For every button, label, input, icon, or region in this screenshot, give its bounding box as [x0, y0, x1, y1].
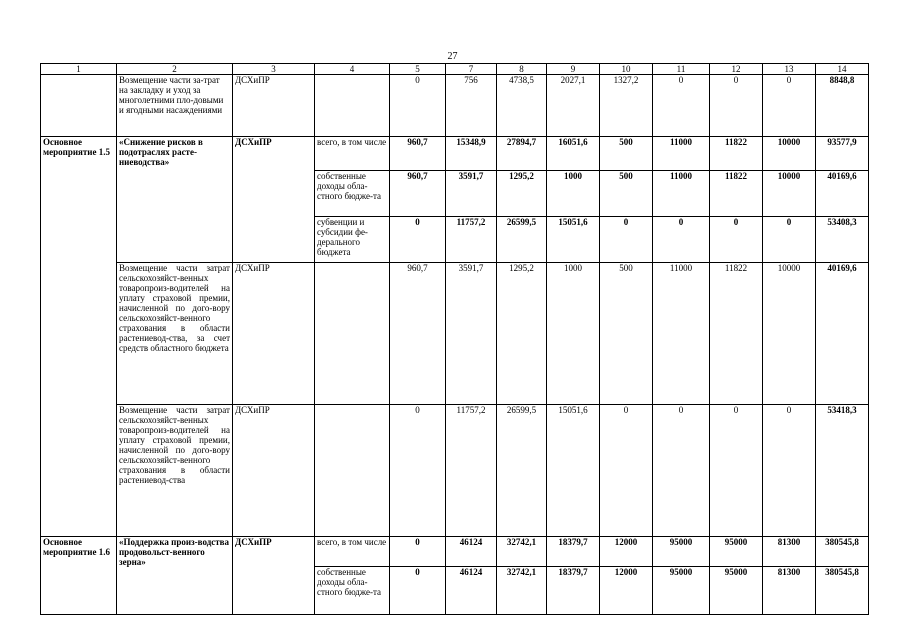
value-cell: 11757,2: [446, 405, 497, 537]
value-cell: 95000: [710, 567, 763, 615]
col-header: 5: [390, 64, 446, 75]
value-cell: 18379,7: [547, 537, 600, 567]
value-cell: 15051,6: [547, 405, 600, 537]
measure-label: Основное мероприятие 1.5: [41, 137, 117, 537]
value-cell: 3591,7: [446, 171, 497, 217]
value-cell: 500: [600, 263, 653, 405]
value-cell: 4738,5: [497, 75, 547, 137]
value-cell: 0: [653, 217, 710, 263]
value-cell: 15051,6: [547, 217, 600, 263]
table-row: [41, 405, 869, 537]
total-cell: 8848,8: [816, 75, 869, 137]
measure-label: Основное мероприятие 1.6: [41, 537, 117, 615]
measure-title: «Поддержка произ-водства продовольст-венного зерна»: [117, 537, 233, 615]
table-row: [41, 263, 869, 405]
measure-title: «Снижение рисков в подотраслях расте-ниеводства»: [117, 137, 233, 263]
value-cell: 46124: [446, 567, 497, 615]
value-cell: 12000: [600, 537, 653, 567]
value-cell: 26599,5: [497, 405, 547, 537]
label-cell: [41, 75, 117, 137]
value-cell: 3591,7: [446, 263, 497, 405]
source-cell: всего, в том числе: [315, 537, 390, 567]
value-cell: 500: [600, 171, 653, 217]
value-cell: 0: [653, 75, 710, 137]
executor-cell: ДСХиПР: [233, 405, 315, 537]
value-cell: 32742,1: [497, 537, 547, 567]
value-cell: 0: [390, 405, 446, 537]
col-header: 11: [653, 64, 710, 75]
value-cell: 1295,2: [497, 263, 547, 405]
value-cell: 18379,7: [547, 567, 600, 615]
total-cell: 53408,3: [816, 217, 869, 263]
value-cell: 960,7: [390, 263, 446, 405]
value-cell: 11000: [653, 171, 710, 217]
col-header: 12: [710, 64, 763, 75]
source-cell: всего, в том числе: [315, 137, 390, 171]
source-cell: [315, 405, 390, 537]
total-cell: 40169,6: [816, 263, 869, 405]
source-cell: субвенции и субсидии фе-дерального бюджета: [315, 217, 390, 263]
value-cell: 11822: [710, 171, 763, 217]
value-cell: 11000: [653, 137, 710, 171]
table-row: [41, 137, 869, 171]
description-cell: Возмещение части за-трат на закладку и уход за многолетними пло-довыми и ягодными насаждениями: [117, 75, 233, 137]
col-header: 3: [233, 64, 315, 75]
value-cell: 10000: [763, 263, 816, 405]
value-cell: 0: [763, 217, 816, 263]
value-cell: 11822: [710, 137, 763, 171]
value-cell: 11000: [653, 263, 710, 405]
value-cell: 0: [763, 75, 816, 137]
value-cell: 46124: [446, 537, 497, 567]
table-row: [41, 537, 869, 567]
column-number-row: [41, 64, 869, 75]
col-header: 9: [547, 64, 600, 75]
page-number: 27: [447, 51, 458, 62]
value-cell: 0: [600, 405, 653, 537]
value-cell: 960,7: [390, 137, 446, 171]
executor-cell: ДСХиПР: [233, 263, 315, 405]
col-header: 10: [600, 64, 653, 75]
value-cell: 81300: [763, 567, 816, 615]
value-cell: 0: [710, 217, 763, 263]
source-cell: собственные доходы обла-стного бюдже-та: [315, 171, 390, 217]
value-cell: 81300: [763, 537, 816, 567]
col-header: 14: [816, 64, 869, 75]
total-cell: 380545,8: [816, 537, 869, 567]
value-cell: 32742,1: [497, 567, 547, 615]
col-header: 4: [315, 64, 390, 75]
source-cell: собственные доходы обла-стного бюдже-та: [315, 567, 390, 615]
total-cell: 93577,9: [816, 137, 869, 171]
value-cell: 0: [710, 75, 763, 137]
value-cell: 10000: [763, 137, 816, 171]
value-cell: 12000: [600, 567, 653, 615]
executor-cell: ДСХиПР: [233, 75, 315, 137]
executor-cell: ДСХиПР: [233, 537, 315, 615]
budget-table: [40, 63, 869, 615]
value-cell: 0: [600, 217, 653, 263]
value-cell: 27894,7: [497, 137, 547, 171]
value-cell: 10000: [763, 171, 816, 217]
value-cell: 95000: [653, 537, 710, 567]
total-cell: 53418,3: [816, 405, 869, 537]
executor-cell: ДСХиПР: [233, 137, 315, 263]
col-header: 13: [763, 64, 816, 75]
col-header: 8: [497, 64, 547, 75]
total-cell: 380545,8: [816, 567, 869, 615]
value-cell: 0: [390, 217, 446, 263]
value-cell: 756: [446, 75, 497, 137]
value-cell: 26599,5: [497, 217, 547, 263]
value-cell: 0: [390, 567, 446, 615]
col-header: 7: [446, 64, 497, 75]
value-cell: 1000: [547, 171, 600, 217]
col-header: 1: [41, 64, 117, 75]
source-cell: [315, 75, 390, 137]
total-cell: 40169,6: [816, 171, 869, 217]
value-cell: 0: [390, 75, 446, 137]
value-cell: 1327,2: [600, 75, 653, 137]
value-cell: 0: [763, 405, 816, 537]
value-cell: 95000: [710, 537, 763, 567]
value-cell: 0: [390, 537, 446, 567]
col-header: 2: [117, 64, 233, 75]
value-cell: 960,7: [390, 171, 446, 217]
value-cell: 0: [653, 405, 710, 537]
value-cell: 0: [710, 405, 763, 537]
value-cell: 15348,9: [446, 137, 497, 171]
value-cell: 1000: [547, 263, 600, 405]
value-cell: 1295,2: [497, 171, 547, 217]
value-cell: 16051,6: [547, 137, 600, 171]
value-cell: 2027,1: [547, 75, 600, 137]
description-cell: Возмещение части затрат сельскохозяйст-венных товаропроиз-водителей на уплату страховой премии, начисленной по дого-вору сельскохозяйст-венного страхования в области растениевод-ства: [117, 405, 233, 537]
table-row: [41, 75, 869, 137]
description-cell: Возмещение части затрат сельскохозяйст-венных товаропроиз-водителей на уплату страховой премии, начисленной по дого-вору сельскохозяйст-венного страхования в области растениевод-ства, за счет средств областного бюджета: [117, 263, 233, 405]
value-cell: 11822: [710, 263, 763, 405]
value-cell: 11757,2: [446, 217, 497, 263]
value-cell: 95000: [653, 567, 710, 615]
source-cell: [315, 263, 390, 405]
value-cell: 500: [600, 137, 653, 171]
